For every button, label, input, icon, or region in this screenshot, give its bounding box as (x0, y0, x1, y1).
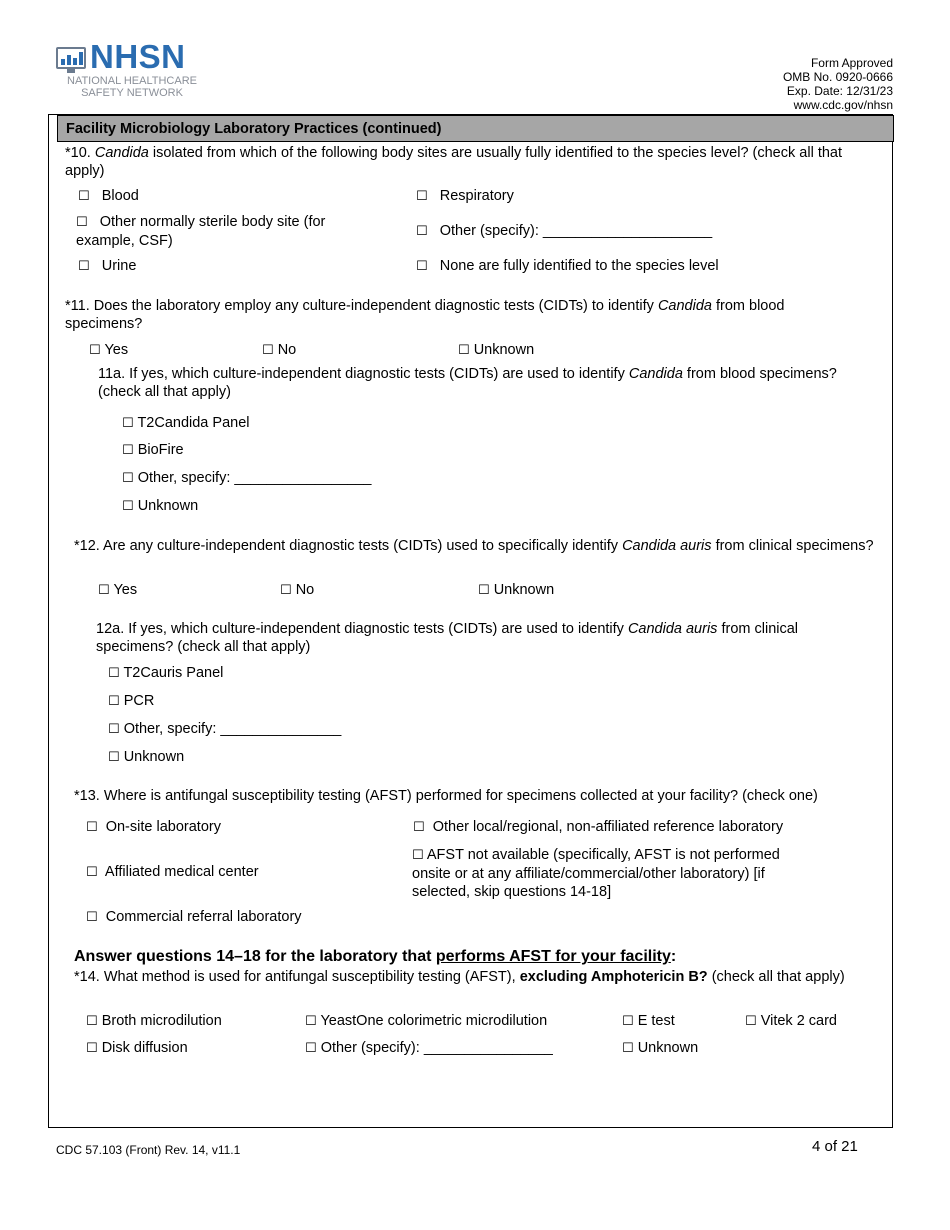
section-title: Facility Microbiology Laboratory Practices (continued) (57, 115, 894, 142)
q10-blood-option[interactable]: ☐ Blood (78, 188, 139, 204)
q14-etest-option[interactable]: ☐ E test (622, 1013, 675, 1029)
checkbox: ☐ (122, 443, 134, 458)
q11a-other-option[interactable]: ☐ Other, specify: _________________ (122, 470, 372, 486)
question-10: *10. Candida isolated from which of the following body sites are usually fully identified to the species level? (check all that apply) (65, 145, 842, 179)
checkbox: ☐ (622, 1041, 634, 1056)
checkbox: ☐ (262, 343, 274, 358)
checkbox: ☐ (412, 848, 424, 863)
checkbox: ☐ (745, 1014, 757, 1029)
q14-other-option[interactable]: ☐ Other (specify): ________________ (305, 1040, 553, 1056)
checkbox: ☐ (98, 583, 110, 598)
q12-no-option[interactable]: ☐ No (280, 582, 315, 598)
q13-commercial-option[interactable]: ☐ Commercial referral laboratory (86, 909, 302, 925)
logo-subtitle: NATIONAL HEALTHCARE SAFETY NETWORK (67, 75, 197, 99)
nhsn-logo (56, 38, 208, 99)
question-14: *14. What method is used for antifungal susceptibility testing (AFST), excluding Amphotericin B? (check all that apply) (74, 969, 845, 985)
checkbox: ☐ (122, 416, 134, 431)
checkbox: ☐ (86, 1041, 98, 1056)
checkbox: ☐ (122, 471, 134, 486)
answer-heading: Answer questions 14–18 for the laboratory that performs AFST for your facility: (74, 948, 677, 965)
checkbox: ☐ (305, 1041, 317, 1056)
checkbox: ☐ (416, 224, 428, 239)
question-11: *11. Does the laboratory employ any culture-independent diagnostic tests (CIDTs) to identify Candida from blood specimens? (65, 298, 785, 332)
q11a-unknown-option[interactable]: ☐ Unknown (122, 498, 199, 514)
checkbox: ☐ (108, 722, 120, 737)
question-11a: 11a. If yes, which culture-independent diagnostic tests (CIDTs) are used to identify Candida from blood specimens? (check all that apply) (98, 366, 837, 400)
q12-yes-option[interactable]: ☐ Yes (98, 582, 138, 598)
question-12: *12. Are any culture-independent diagnostic tests (CIDTs) used to specifically identify Candida auris from clinical specimens? (74, 538, 874, 554)
form-id: CDC 57.103 (Front) Rev. 14, v11.1 (56, 1143, 241, 1157)
checkbox: ☐ (86, 1014, 98, 1029)
checkbox: ☐ (458, 343, 470, 358)
q14-broth-option[interactable]: ☐ Broth microdilution (86, 1013, 222, 1029)
q11a-t2candida-option[interactable]: ☐ T2Candida Panel (122, 415, 250, 431)
checkbox: ☐ (413, 820, 425, 835)
checkbox: ☐ (108, 666, 120, 681)
logo-wordmark: NHSN (90, 38, 186, 75)
checkbox: ☐ (86, 820, 98, 835)
q10-respiratory-option[interactable]: ☐ Respiratory (416, 188, 514, 204)
checkbox: ☐ (89, 343, 101, 358)
q13-affiliated-option[interactable]: ☐ Affiliated medical center (86, 864, 259, 880)
monitor-chart-icon (56, 47, 86, 69)
q11-yes-option[interactable]: ☐ Yes (89, 342, 129, 358)
q12-unknown-option[interactable]: ☐ Unknown (478, 582, 555, 598)
checkbox: ☐ (122, 499, 134, 514)
q10-urine-option[interactable]: ☐ Urine (78, 258, 137, 274)
q12a-pcr-option[interactable]: ☐ PCR (108, 693, 155, 709)
q11-no-option[interactable]: ☐ No (262, 342, 297, 358)
checkbox: ☐ (78, 259, 90, 274)
q12a-other-option[interactable]: ☐ Other, specify: _______________ (108, 721, 342, 737)
checkbox: ☐ (86, 865, 98, 880)
checkbox: ☐ (478, 583, 490, 598)
q10-none-option[interactable]: ☐ None are fully identified to the species level (416, 258, 719, 274)
checkbox: ☐ (108, 750, 120, 765)
q14-vitek-option[interactable]: ☐ Vitek 2 card (745, 1013, 837, 1029)
q13-not-available-option[interactable]: ☐ AFST not available (specifically, AFST is not performed onsite or at any affiliate/commercial/other laboratory) [if selected, skip questions 14-18] (412, 847, 780, 900)
q11a-biofire-option[interactable]: ☐ BioFire (122, 442, 184, 458)
checkbox: ☐ (280, 583, 292, 598)
q13-onsite-option[interactable]: ☐ On-site laboratory (86, 819, 221, 835)
q14-disk-option[interactable]: ☐ Disk diffusion (86, 1040, 188, 1056)
checkbox: ☐ (622, 1014, 634, 1029)
checkbox: ☐ (108, 694, 120, 709)
omb-approval-block: Form Approved OMB No. 0920-0666 Exp. Date: 12/31/23 www.cdc.gov/nhsn (782, 56, 893, 112)
q12a-unknown-option[interactable]: ☐ Unknown (108, 749, 185, 765)
checkbox: ☐ (416, 189, 428, 204)
q10-other-specify-option[interactable]: ☐ Other (specify): _____________________ (416, 223, 713, 239)
checkbox: ☐ (86, 910, 98, 925)
q10-other-sterile-option[interactable]: ☐ Other normally sterile body site (for example, CSF) (76, 214, 326, 249)
checkbox: ☐ (76, 215, 88, 230)
page-number: 4 of 21 (812, 1138, 858, 1155)
q11-unknown-option[interactable]: ☐ Unknown (458, 342, 535, 358)
checkbox: ☐ (305, 1014, 317, 1029)
q14-yeastone-option[interactable]: ☐ YeastOne colorimetric microdilution (305, 1013, 548, 1029)
question-12a: 12a. If yes, which culture-independent diagnostic tests (CIDTs) are used to identify Candida auris from clinical specimens? (check all that apply) (96, 621, 799, 655)
question-13: *13. Where is antifungal susceptibility testing (AFST) performed for specimens collected at your facility? (check one) (74, 788, 818, 804)
checkbox: ☐ (78, 189, 90, 204)
q12a-t2cauris-option[interactable]: ☐ T2Cauris Panel (108, 665, 224, 681)
q13-other-local-option[interactable]: ☐ Other local/regional, non-affiliated reference laboratory (413, 819, 784, 835)
nhsn-website-link[interactable]: www.cdc.gov/nhsn (793, 98, 893, 112)
q14-unknown-option[interactable]: ☐ Unknown (622, 1040, 699, 1056)
checkbox: ☐ (416, 259, 428, 274)
